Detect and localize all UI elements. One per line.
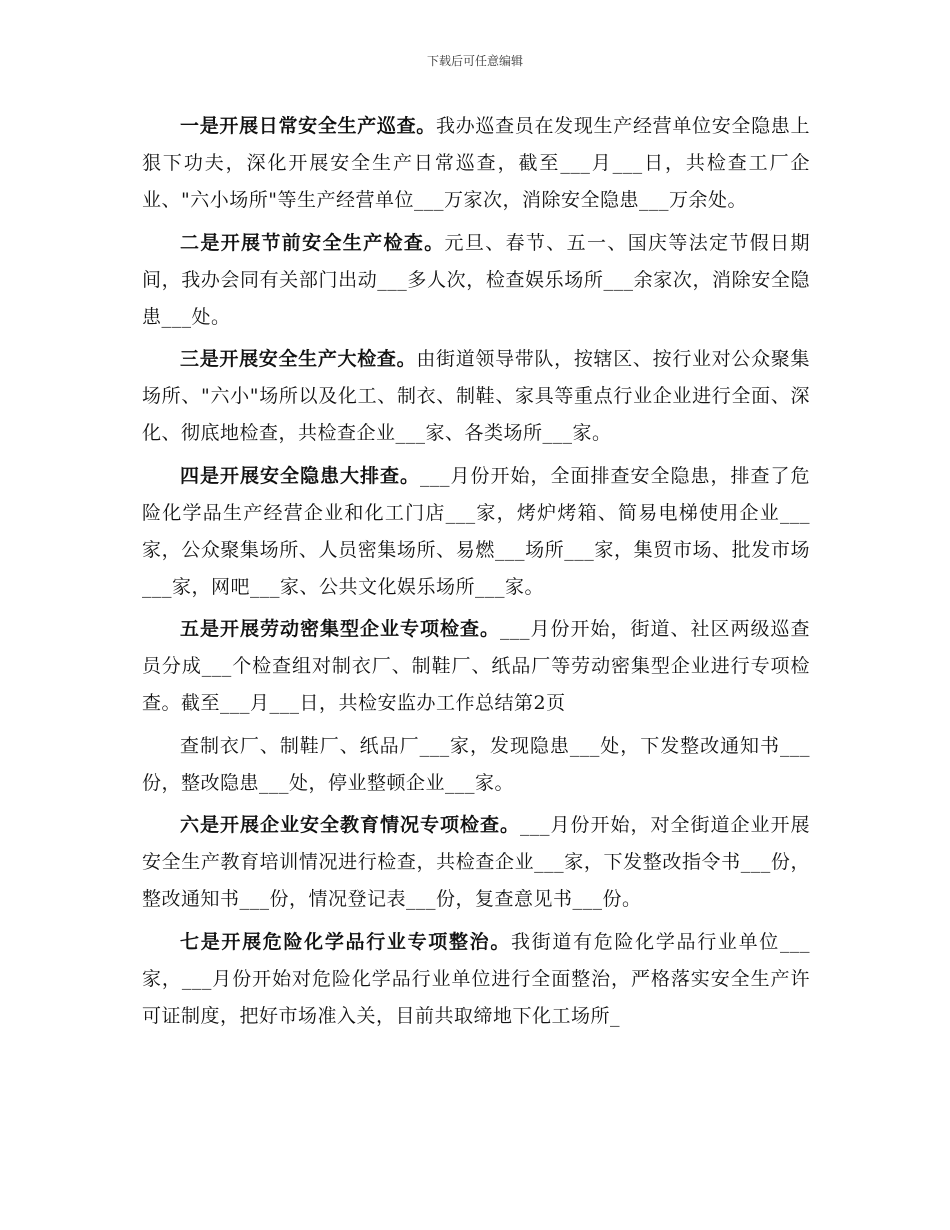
paragraph-lead: 七是开展危险化学品行业专项整治。: [180, 930, 512, 953]
paragraph-text: 我街道有危险化学品行业单位___家，___月份开始对危险化学品行业单位进行全面整治，严格落实安全生产许可证制度，把好市场准入关，目前共取缔地下化工场所_: [142, 930, 810, 1027]
paragraph-lead: 二是开展节前安全生产检查。: [180, 231, 445, 254]
paragraph-text: ___月份开始，街道、社区两级巡查员分成___个检查组对制衣厂、制鞋厂、纸品厂等劳动密集型企业进行专项检查。截至___月___日，共检安监办工作总结第2页: [142, 618, 810, 714]
document-body: [142, 108, 810, 1040]
paragraph-7: [142, 924, 810, 1035]
paragraph-text: 由街道领导带队，按辖区、按行业对公众聚集场所、"六小"场所以及化工、制衣、制鞋、家具等重点行业企业进行全面、深化、彻底地检查，共检查企业___家、各类场所___家。: [142, 348, 810, 444]
paragraph-5-continued: [142, 728, 810, 802]
paragraph-text: 我办巡查员在发现生产经营单位安全隐患上狠下功夫，深化开展安全生产日常巡查，截至___月___日，共检查工厂企业、"六小场所"等生产经营单位___万家次，消除安全隐患___万余处。: [142, 115, 810, 211]
page-header: 下载后可任意编辑: [426, 54, 523, 68]
paragraph-text: ___月份开始，对全街道企业开展安全生产教育培训情况进行检查，共检查企业___家，下发整改指令书___份，整改通知书___份，情况登记表___份，复查意见书___份。: [142, 814, 810, 910]
paragraph-lead: 三是开展安全生产大检查。: [180, 348, 417, 370]
paragraph-5: [142, 611, 810, 722]
paragraph-text: 查制衣厂、制鞋厂、纸品厂___家，发现隐患___处，下发整改通知书___份，整改隐患___处，停业整顿企业___家。: [142, 734, 810, 794]
paragraph-text: 元旦、春节、五一、国庆等法定节假日期间，我办会同有关部门出动___多人次，检查娱乐场所___余家次，消除安全隐患___处。: [142, 231, 810, 328]
paragraph-lead: 四是开展安全隐患大排查。: [180, 464, 420, 487]
paragraph-4: [142, 458, 810, 606]
paragraph-lead: 五是开展劳动密集型企业专项检查。: [180, 618, 500, 640]
paragraph-2: [142, 225, 810, 336]
paragraph-3: [142, 341, 810, 452]
paragraph-lead: 一是开展日常安全生产巡查。: [180, 115, 437, 137]
paragraph-1: [142, 108, 810, 219]
paragraph-text: ___月份开始，全面排查安全隐患，排查了危险化学品生产经营企业和化工门店___家，烤炉烤箱、简易电梯使用企业___家，公众聚集场所、人员密集场所、易燃___场所___家，集贸市场、批发市场___家，网吧___家、公共文化娱乐场所___家。: [142, 464, 810, 598]
paragraph-lead: 六是开展企业安全教育情况专项检查。: [180, 814, 520, 836]
paragraph-6: [142, 807, 810, 918]
